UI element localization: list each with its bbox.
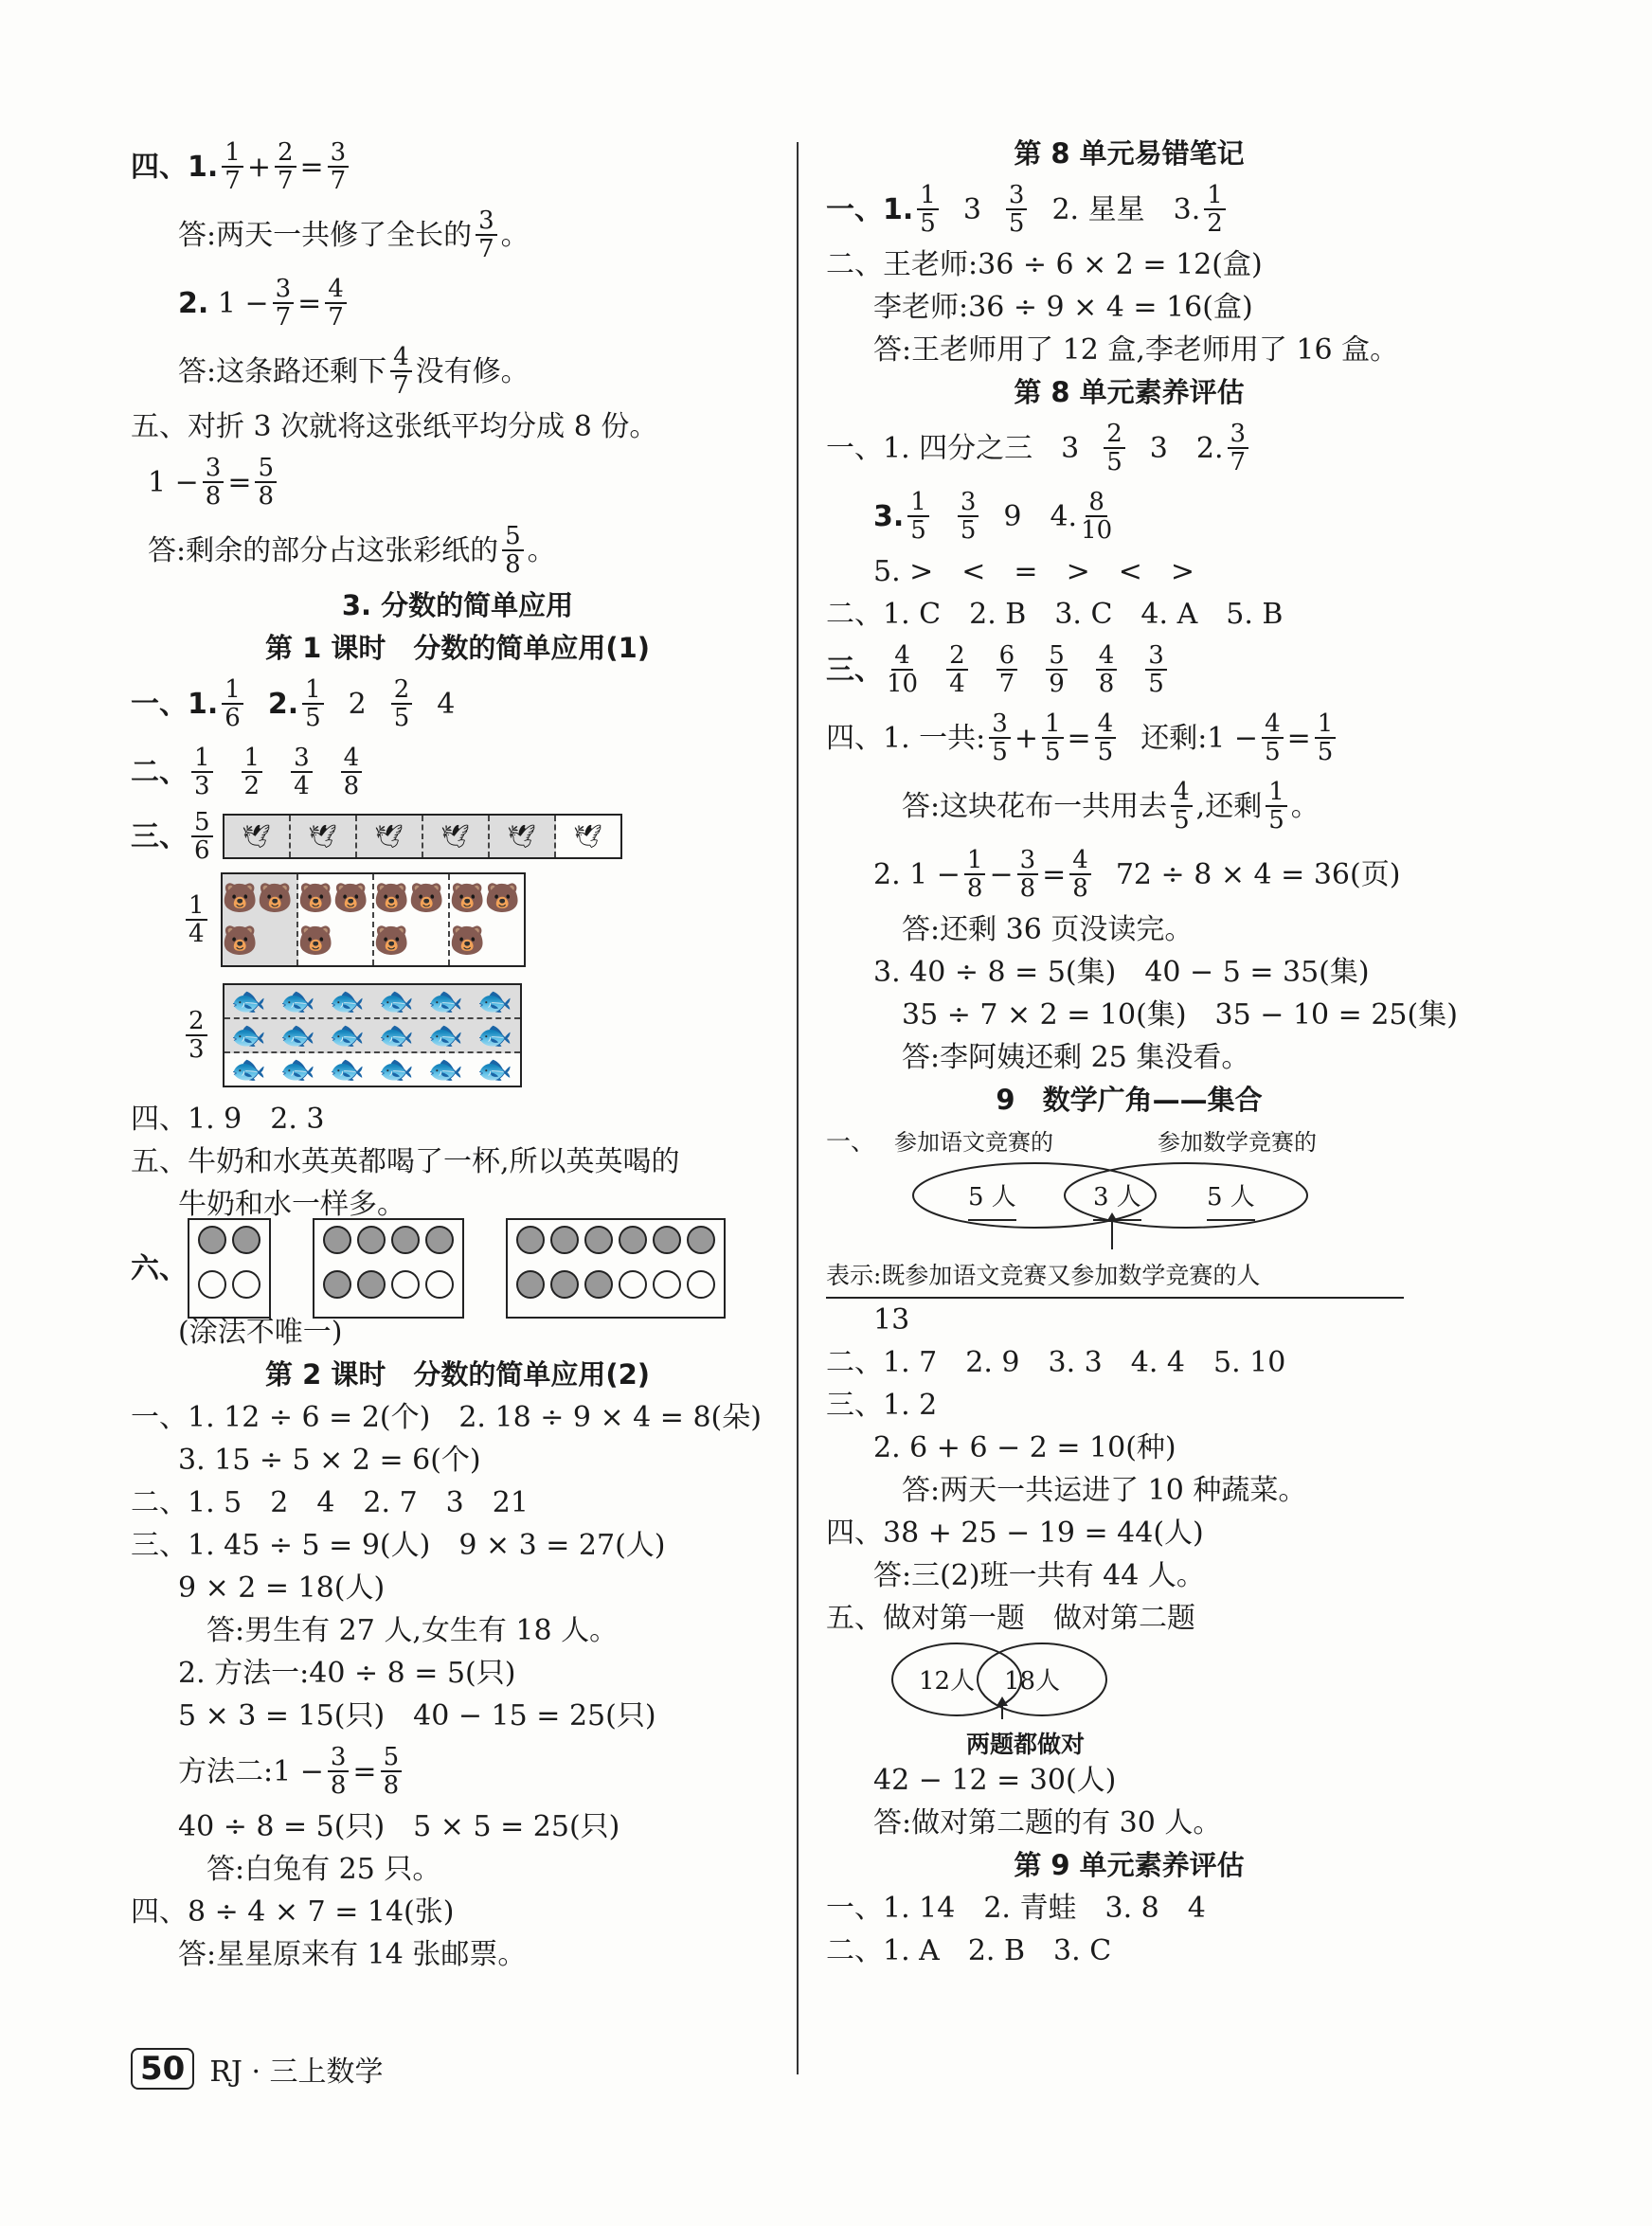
answer-line: 2. 1 − $\frac{3}{7}$ = $\frac{4}{7}$ (131, 269, 784, 337)
answer-line: 二、1. 5 2 4 2. 7 3 21 (131, 1486, 529, 1519)
fish-icon: 🐟 (476, 1018, 513, 1052)
venn-label: 参加数学竞赛的 (1158, 1129, 1317, 1156)
fish-icon: 🐟 (378, 1052, 415, 1086)
answer-line: 答:三(2)班一共有 44 人。 (873, 1559, 1205, 1592)
fish-icon: 🐟 (279, 1052, 316, 1086)
fish-icon: 🐟 (329, 1052, 366, 1086)
answer-line: 五、做对第一题 做对第二题 (826, 1602, 1195, 1635)
fish-icon: 🐟 (427, 1052, 464, 1086)
answer-line: 答:剩余的部分占这张彩纸的 $\frac{5}{8}$ 。 (148, 522, 556, 579)
section-title: 9 数学广角——集合 (996, 1084, 1263, 1116)
bear-icon: 🐻🐻🐻 (449, 882, 521, 958)
venn-value: 3 人 (1093, 1176, 1141, 1221)
fish-icon: 🐟 (476, 984, 513, 1018)
answer-line: 35 ÷ 7 × 2 = 10(集) 35 − 10 = 25(集) (902, 998, 1458, 1032)
answer-line: 1 − $\frac{3}{8}$ = $\frac{5}{8}$ (131, 448, 784, 516)
page-footer (131, 2048, 384, 2090)
bird-icon: 🕊 (224, 816, 291, 857)
answer-line: 9 × 2 = 18(人) (178, 1571, 386, 1605)
bear-icon: 🐻🐻🐻 (298, 874, 374, 965)
answer-line: 四、8 ÷ 4 × 7 = 14(张) (131, 1895, 455, 1929)
answer-line: 牛奶和水一样多。 (178, 1188, 405, 1221)
venn-value: 12人 (919, 1667, 976, 1696)
answer-line: 40 ÷ 8 = 5(只) 5 × 5 = 25(只) (178, 1810, 620, 1843)
right-column (826, 133, 1458, 1972)
answer-line: 3. 40 ÷ 8 = 5(集) 40 − 5 = 35(集) (873, 956, 1370, 989)
bird-icon: 🕊 (423, 816, 490, 857)
venn-value: 5 人 (1207, 1176, 1255, 1221)
answer-line: 二、1. C 2. B 3. C 4. A 5. B (826, 598, 1284, 631)
answer-line: 一、 (826, 1128, 876, 1157)
answer-line: 二、1. A 2. B 3. C (826, 1934, 1112, 1967)
answer-line: 四、1. 一共: $\frac{3}{5}$ + $\frac{1}{5}$ = $\frac{4}{5}$ 还剩:1 − $\frac{4}{5}$ = $\frac{1}{5}$ (826, 704, 1432, 772)
answer-line: 5 × 3 = 15(只) 40 − 15 = 25(只) (178, 1699, 656, 1732)
section-title: 第 8 单元易错笔记 (1014, 137, 1245, 170)
answer-line: 五、牛奶和水英英都喝了一杯,所以英英喝的 (131, 1145, 680, 1178)
answer-line: 二、王老师:36 ÷ 6 × 2 = 12(盒) (826, 248, 1263, 281)
lesson-title: 第 1 课时 分数的简单应用(1) (264, 632, 651, 664)
answer-line: 答:还剩 36 页没读完。 (902, 913, 1194, 946)
answer-line: 一、1. $\frac{1}{6}$ 2. $\frac{1}{5}$ 2 $\frac{2}{5}$ 4 (131, 675, 456, 732)
fish-icon: 🐟 (230, 984, 267, 1018)
answer-line: 2. 方法一:40 ÷ 8 = 5(只) (178, 1657, 516, 1690)
answer-line: 一、1. 14 2. 青蛙 3. 8 4 (826, 1892, 1206, 1925)
answer-line: 2. 6 + 6 − 2 = 10(种) (873, 1431, 1176, 1464)
answer-line: 答:做对第二题的有 30 人。 (873, 1806, 1222, 1840)
fish-icon: 🐟 (476, 1052, 513, 1086)
fish-icon: 🐟 (230, 1052, 267, 1086)
answer-line: 答:李阿姨还剩 25 集没看。 (902, 1041, 1250, 1074)
venn-label: 参加语文竞赛的 (894, 1129, 1053, 1156)
venn-value: 18人 (1004, 1667, 1061, 1696)
book-label: RJ · 三上数学 (209, 2055, 384, 2089)
birds-figure: 三、 $\frac{5}{6}$ 🕊 🕊 🕊 🕊 🕊 🕊 (131, 806, 784, 867)
answer-line: 一、1. 四分之三 3 $\frac{2}{5}$ 3 2. $\frac{3}{7}$ (826, 414, 1432, 482)
answer-line: 13 (873, 1303, 910, 1337)
bear-icon: 🐻🐻🐻 (374, 874, 450, 965)
answer-line: 2. 1 − $\frac{1}{8}$ − $\frac{3}{8}$ = $\frac{4}{8}$ 72 ÷ 8 × 4 = 36(页) (873, 846, 1401, 903)
answer-line: 四、38 + 25 − 19 = 44(人) (826, 1517, 1204, 1550)
answer-line: 二、 $\frac{1}{3}$ $\frac{1}{2}$ $\frac{3}{4}$ $\frac{4}{8}$ (131, 738, 784, 806)
section-title: 第 8 单元素养评估 (1014, 376, 1245, 408)
venn-diagram-2 (826, 1640, 1432, 1759)
answer-line: 42 − 12 = 30(人) (873, 1764, 1117, 1797)
fish-figure: $\frac{2}{3}$ 🐟 🐟 🐟 🐟 🐟 🐟 🐟 🐟 🐟 🐟 🐟 🐟 🐟 🐟 🐟 🐟 🐟 🐟 (131, 973, 784, 1098)
section-title: 3. 分数的简单应用 (341, 589, 574, 621)
answer-line: 三、 $\frac{4}{10}$ $\frac{2}{4}$ $\frac{6}{7}$ $\frac{5}{9}$ $\frac{4}{8}$ $\frac{3}{5}$ (826, 636, 1432, 704)
answer-line: 3. $\frac{1}{5}$ $\frac{3}{5}$ 9 4. $\frac{8}{10}$ (873, 488, 1113, 545)
answer-line: 五、对折 3 次就将这张纸平均分成 8 份。 (131, 410, 658, 443)
bird-icon: 🕊 (357, 816, 423, 857)
bears-figure: $\frac{1}{4}$ 🐻🐻🐻 🐻🐻🐻 🐻🐻🐻 🐻🐻🐻 (131, 867, 784, 973)
answer-line: 四、1. $\frac{1}{7}$ + $\frac{2}{7}$ = $\frac{3}{7}$ (131, 133, 784, 201)
bird-icon: 🕊 (490, 816, 556, 857)
answer-line: 3. 15 ÷ 5 × 2 = 6(个) (178, 1444, 481, 1477)
answer-line: 三、1. 45 ÷ 5 = 9(人) 9 × 3 = 27(人) (131, 1529, 666, 1562)
column-divider (797, 142, 799, 2074)
venn-diagram-1 (826, 1122, 1432, 1254)
answer-line: 答:白兔有 25 只。 (206, 1853, 441, 1886)
left-column (131, 133, 784, 1976)
answer-line: 答:王老师用了 12 盒,李老师用了 16 盒。 (873, 333, 1399, 367)
venn-note: 表示:既参加语文竞赛又参加数学竞赛的人 (826, 1254, 1404, 1299)
answer-line: 5. > < = > < > (873, 555, 1194, 588)
fish-icon: 🐟 (230, 1018, 267, 1052)
circles-figure: 六、 (131, 1226, 784, 1311)
answer-line: 答:这条路还剩下 $\frac{4}{7}$ 没有修。 (178, 343, 530, 400)
answer-line: 答:两天一共修了全长的 $\frac{3}{7}$ 。 (178, 206, 530, 263)
answer-line: 答:星星原来有 14 张邮票。 (178, 1938, 527, 1971)
answer-line: 答:两天一共运进了 10 种蔬菜。 (902, 1474, 1307, 1507)
fish-icon: 🐟 (427, 984, 464, 1018)
answer-line: (涂法不唯一) (178, 1316, 343, 1349)
venn-note: 两题都做对 (966, 1731, 1086, 1758)
lesson-title: 第 2 课时 分数的简单应用(2) (264, 1358, 651, 1391)
bird-icon: 🕊 (573, 822, 602, 850)
venn-value: 5 人 (968, 1176, 1016, 1221)
answer-line: 一、1. 12 ÷ 6 = 2(个) 2. 18 ÷ 9 × 4 = 8(朵) (131, 1401, 762, 1434)
answer-line: 一、1. $\frac{1}{5}$ 3 $\frac{3}{5}$ 2. 星星 3. $\frac{1}{2}$ (826, 175, 1432, 243)
section-title: 第 9 单元素养评估 (1014, 1849, 1245, 1881)
answer-line: 答:这块花布一共用去 $\frac{4}{5}$ ,还剩 $\frac{1}{5}$ 。 (902, 778, 1320, 835)
answer-line: 李老师:36 ÷ 9 × 4 = 16(盒) (873, 291, 1253, 324)
fish-icon: 🐟 (378, 984, 415, 1018)
fish-icon: 🐟 (427, 1018, 464, 1052)
answer-line: 三、1. 2 (826, 1389, 938, 1422)
fish-icon: 🐟 (378, 1018, 415, 1052)
answer-line: 答:男生有 27 人,女生有 18 人。 (206, 1614, 619, 1647)
answer-line: 二、1. 7 2. 9 3. 3 4. 4 5. 10 (826, 1346, 1286, 1379)
fish-icon: 🐟 (279, 1018, 316, 1052)
page-number: 50 (131, 2048, 194, 2090)
fish-icon: 🐟 (329, 984, 366, 1018)
fish-icon: 🐟 (329, 1018, 366, 1052)
answer-line: 四、1. 9 2. 3 (131, 1103, 325, 1136)
bird-icon: 🕊 (291, 816, 357, 857)
bear-icon: 🐻🐻🐻 (223, 874, 298, 965)
answer-line: 方法二:1 − $\frac{3}{8}$ = $\frac{5}{8}$ (131, 1737, 784, 1805)
fish-icon: 🐟 (279, 984, 316, 1018)
